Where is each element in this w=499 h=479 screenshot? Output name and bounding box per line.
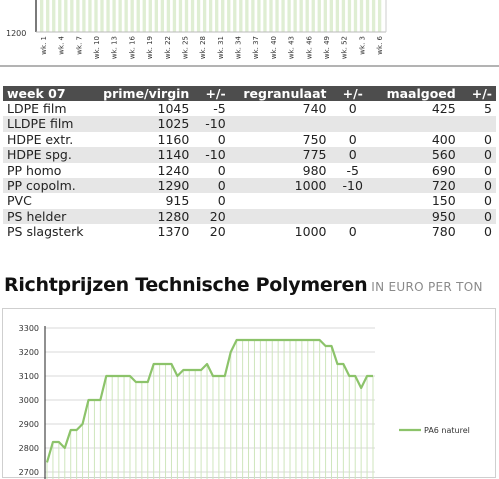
table-cell: 0: [217, 131, 226, 147]
bar: [360, 0, 363, 32]
column-header: maalgoed: [375, 86, 460, 101]
column-header: +/-: [193, 86, 229, 101]
bar: [52, 0, 55, 32]
table-cell: 1045: [157, 101, 190, 116]
x-tick-label: wk. 7: [75, 36, 84, 55]
series-line-pa6: [47, 340, 373, 462]
bar: [40, 0, 43, 32]
table-cell: 1160: [157, 131, 190, 147]
table-cell: [230, 116, 331, 131]
table-cell: 950: [375, 209, 460, 224]
table-cell: HDPE extr.: [7, 131, 74, 147]
bar: [378, 0, 381, 32]
x-tick-label: wk. 16: [128, 36, 137, 60]
y-tick-label: 3100: [18, 372, 39, 381]
table-cell: [230, 209, 331, 224]
chart-title: Richtprijzen Technische Polymeren: [4, 274, 368, 296]
table-cell: 780: [431, 224, 456, 240]
table-cell: 0: [460, 209, 496, 224]
table-cell: 740: [302, 101, 327, 116]
bar: [348, 0, 351, 32]
bar: [197, 0, 200, 32]
x-tick-label: wk. 13: [110, 36, 119, 60]
bar: [100, 0, 103, 32]
x-tick-label: wk. 28: [199, 36, 208, 60]
bar: [64, 0, 67, 32]
table-row: [3, 193, 496, 208]
bar: [209, 0, 212, 32]
bar: [161, 0, 164, 32]
table-cell: 0: [348, 101, 357, 116]
bar: [257, 0, 260, 32]
table-cell: -10: [330, 178, 374, 193]
bar: [287, 0, 290, 32]
table-cell: [330, 116, 374, 131]
x-tick-label: wk. 43: [287, 36, 296, 60]
bar: [366, 0, 369, 32]
bar: [251, 0, 254, 32]
x-tick-label: wk. 4: [57, 36, 66, 55]
table-cell: 0: [348, 131, 357, 147]
bar: [124, 0, 127, 32]
bar: [239, 0, 242, 32]
table-row: [3, 101, 496, 116]
table-cell: 1025: [94, 116, 194, 131]
table-row: [3, 163, 496, 178]
table-cell: 5: [484, 101, 492, 116]
column-header: +/-: [330, 86, 374, 101]
table-cell: 0: [330, 147, 374, 162]
table-cell: PVC: [7, 193, 32, 209]
x-tick-label: wk. 6: [376, 36, 384, 55]
table-cell: LDPE film: [7, 101, 67, 116]
table-cell: 1240: [157, 162, 190, 178]
pa6-line-chart: [3, 309, 497, 479]
table-cell: 0: [217, 162, 226, 178]
y-tick-label: 3000: [18, 396, 39, 405]
top-bar-chart: [0, 0, 499, 68]
table-row: [3, 147, 496, 162]
table-cell: 1290: [94, 178, 194, 193]
bar: [227, 0, 230, 32]
table-row: [3, 132, 496, 147]
y-tick-label: 2900: [18, 420, 39, 429]
table-row: [3, 178, 496, 193]
y-tick-label: 2800: [18, 444, 39, 453]
bar: [281, 0, 284, 32]
bar: [112, 0, 115, 32]
table-row: [3, 209, 496, 224]
bar: [137, 0, 140, 32]
table-cell: 0: [484, 193, 492, 209]
table-cell: 980: [302, 162, 327, 178]
section-title: [4, 274, 483, 296]
bar: [318, 0, 321, 32]
table-cell: 0: [193, 178, 229, 193]
bar: [233, 0, 236, 32]
bar: [269, 0, 272, 32]
bar: [58, 0, 61, 32]
table-cell: 1280: [94, 209, 194, 224]
bar: [306, 0, 309, 32]
table-cell: 0: [484, 131, 492, 147]
table-cell: -10: [193, 147, 229, 162]
bar: [149, 0, 152, 32]
bar: [275, 0, 278, 32]
table-cell: 0: [217, 193, 226, 209]
table-cell: HDPE spg.: [3, 147, 94, 162]
table-cell: [375, 116, 460, 131]
table-cell: 775: [230, 147, 331, 162]
bar: [106, 0, 109, 32]
table-cell: -5: [346, 162, 359, 178]
table-cell: 20: [193, 209, 229, 224]
table-cell: 690: [431, 162, 456, 178]
table-cell: 0: [348, 224, 357, 240]
bar: [372, 0, 375, 32]
column-header: prime/virgin: [94, 86, 194, 101]
table-cell: -10: [193, 116, 229, 131]
bar: [88, 0, 91, 32]
bar: [191, 0, 194, 32]
x-tick-label: wk. 1: [40, 36, 48, 55]
bar: [324, 0, 327, 32]
x-tick-label: wk. 34: [234, 36, 243, 60]
table-cell: 915: [165, 193, 190, 209]
x-tick-label: wk. 22: [163, 36, 172, 60]
bar: [46, 0, 49, 32]
table-cell: 1370: [157, 224, 190, 240]
bar: [245, 0, 248, 32]
table-cell: [230, 193, 331, 208]
bar: [293, 0, 296, 32]
line-chart-frame: [2, 308, 496, 478]
price-table: [3, 86, 496, 240]
bar: [330, 0, 333, 32]
table-cell: PS slagsterk: [7, 224, 84, 240]
bar: [155, 0, 158, 32]
x-tick-label: wk. 46: [305, 36, 314, 60]
column-header: regranulaat: [230, 86, 331, 101]
table-cell: [330, 193, 374, 208]
bar: [215, 0, 218, 32]
bar: [263, 0, 266, 32]
table-cell: 425: [431, 101, 456, 116]
x-tick-label: wk. 3: [358, 36, 367, 55]
bar: [312, 0, 315, 32]
x-tick-label: wk. 52: [340, 36, 349, 60]
table-row: [3, 116, 496, 131]
y-tick-label: 3300: [18, 324, 39, 333]
table-cell: 0: [484, 162, 492, 178]
table-cell: -5: [213, 101, 226, 116]
bar: [70, 0, 73, 32]
bar: [167, 0, 170, 32]
table-cell: 720: [375, 178, 460, 193]
bar: [203, 0, 206, 32]
table-cell: 1000: [294, 224, 327, 240]
y-tick-label: 2700: [18, 468, 39, 477]
column-header: week 07: [3, 86, 94, 101]
table-cell: 560: [375, 147, 460, 162]
y-tick-label: 3200: [18, 348, 39, 357]
table-cell: 1000: [230, 178, 331, 193]
bar: [118, 0, 121, 32]
x-tick-label: wk. 10: [93, 36, 102, 60]
table-cell: 400: [431, 131, 456, 147]
bar: [76, 0, 79, 32]
x-tick-label: wk. 25: [181, 36, 190, 60]
bar: [94, 0, 97, 32]
legend-label: PA6 naturel: [424, 426, 470, 435]
bar: [82, 0, 85, 32]
table-header-row: [3, 86, 496, 101]
bar: [143, 0, 146, 32]
column-header: +/-: [460, 86, 496, 101]
bar: [185, 0, 188, 32]
bar: [179, 0, 182, 32]
chart-subtitle: IN EURO PER TON: [371, 280, 483, 294]
x-tick-label: wk. 40: [269, 36, 278, 60]
x-tick-label: wk. 31: [216, 36, 225, 60]
bar: [300, 0, 303, 32]
table-cell: 150: [431, 193, 456, 209]
table-cell: PS helder: [3, 209, 94, 224]
table-cell: 1140: [94, 147, 194, 162]
table-cell: [460, 116, 496, 131]
x-tick-label: wk. 19: [146, 36, 155, 60]
table-cell: 0: [460, 147, 496, 162]
table-cell: 20: [209, 224, 226, 240]
x-tick-label: wk. 37: [252, 36, 261, 60]
x-tick-label: wk. 49: [322, 36, 331, 60]
table-cell: [330, 209, 374, 224]
table-row: [3, 224, 496, 239]
table-cell: 0: [460, 178, 496, 193]
table-cell: LLDPE film: [3, 116, 94, 131]
table-cell: PP homo: [7, 162, 62, 178]
bar: [342, 0, 345, 32]
bar: [354, 0, 357, 32]
bar: [336, 0, 339, 32]
bar: [173, 0, 176, 32]
bar: [221, 0, 224, 32]
table-cell: 750: [302, 131, 327, 147]
table-cell: 0: [484, 224, 492, 240]
y-tick-label: 1200: [6, 29, 27, 38]
bar: [131, 0, 134, 32]
table-cell: PP copolm.: [3, 178, 94, 193]
